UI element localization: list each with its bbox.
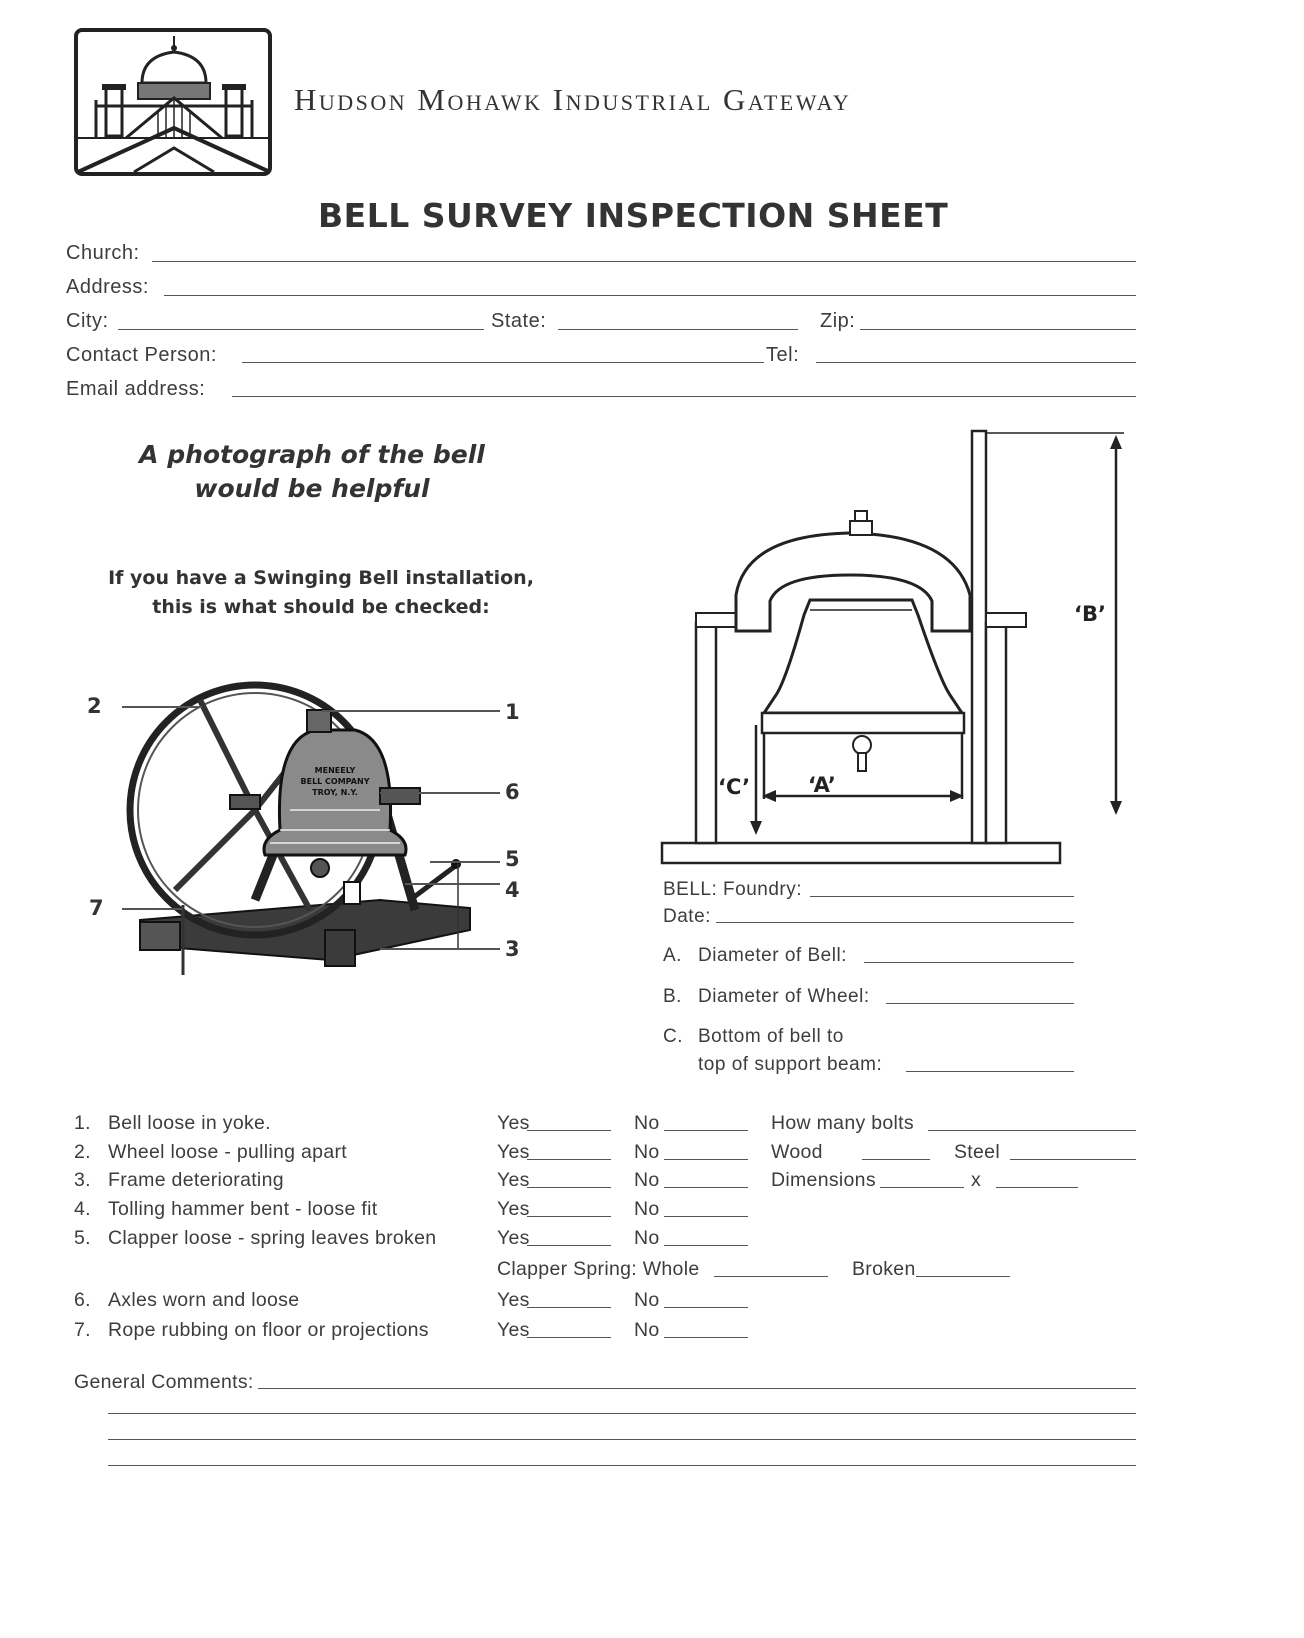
dimensions-field-2[interactable]	[996, 1187, 1078, 1188]
diameter-wheel-letter: B.	[663, 986, 682, 1007]
no-field-5[interactable]	[664, 1245, 748, 1246]
checklist-number-6: 6.	[74, 1289, 91, 1311]
no-label-6: No	[634, 1289, 660, 1311]
org-name: Hudson Mohawk Industrial Gateway	[294, 82, 852, 117]
diameter-bell-label: Diameter of Bell:	[698, 945, 847, 966]
state-label: State:	[491, 310, 547, 332]
yes-field-3[interactable]	[527, 1187, 611, 1188]
bell-text-2: BELL COMPANY	[300, 777, 370, 786]
date-field[interactable]	[716, 922, 1074, 923]
callout-line-7	[122, 908, 182, 910]
zip-label: Zip:	[820, 310, 856, 332]
clapper-broken-field[interactable]	[916, 1276, 1010, 1277]
clapper-spring-label: Clapper Spring: Whole	[497, 1258, 700, 1280]
yes-label-5: Yes	[497, 1227, 530, 1249]
callout-line-1	[322, 710, 500, 712]
yes-label-7: Yes	[497, 1319, 530, 1341]
bottom-of-bell-label-1: Bottom of bell to	[698, 1026, 844, 1047]
page-title: BELL SURVEY INSPECTION SHEET	[318, 196, 949, 235]
checklist-number-1: 1.	[74, 1112, 91, 1134]
bell-dimension-icon	[650, 425, 1130, 870]
checklist-number-7: 7.	[74, 1319, 91, 1341]
callout-2: 2	[87, 694, 102, 718]
swinging-hint-line-2: this is what should be checked:	[152, 596, 490, 618]
comments-line-1[interactable]	[258, 1388, 1136, 1389]
no-field-1[interactable]	[664, 1130, 748, 1131]
callout-1: 1	[505, 700, 520, 724]
clapper-whole-field[interactable]	[714, 1276, 828, 1277]
contact-person-label: Contact Person:	[66, 344, 217, 366]
address-label: Address:	[66, 276, 149, 298]
general-comments-label: General Comments:	[74, 1371, 254, 1393]
dimensions-label: Dimensions	[771, 1169, 876, 1191]
comments-line-3[interactable]	[108, 1439, 1136, 1440]
checklist-item-5: Clapper loose - spring leaves broken	[108, 1227, 437, 1249]
comments-line-4[interactable]	[108, 1465, 1136, 1466]
building-logo-icon	[74, 28, 272, 176]
diameter-wheel-field[interactable]	[886, 1003, 1074, 1004]
yes-field-5[interactable]	[527, 1245, 611, 1246]
zip-field[interactable]	[860, 329, 1136, 330]
email-field[interactable]	[232, 396, 1136, 397]
date-label: Date:	[663, 906, 711, 927]
how-many-bolts-field[interactable]	[928, 1130, 1136, 1131]
bell-dimension-diagram	[650, 425, 1130, 870]
city-field[interactable]	[118, 329, 484, 330]
no-field-3[interactable]	[664, 1187, 748, 1188]
no-field-4[interactable]	[664, 1216, 748, 1217]
foundry-field[interactable]	[810, 896, 1074, 897]
callout-3: 3	[505, 937, 520, 961]
bottom-of-bell-letter: C.	[663, 1026, 683, 1047]
swinging-hint	[80, 564, 562, 622]
comments-line-2[interactable]	[108, 1413, 1136, 1414]
checklist-number-4: 4.	[74, 1198, 91, 1220]
no-field-6[interactable]	[664, 1307, 748, 1308]
steel-label: Steel	[954, 1141, 1000, 1163]
checklist-item-1: Bell loose in yoke.	[108, 1112, 271, 1134]
photo-hint-line-2: would be helpful	[194, 474, 430, 503]
callout-5: 5	[505, 847, 520, 871]
checklist-item-2: Wheel loose - pulling apart	[108, 1141, 347, 1163]
checklist-number-5: 5.	[74, 1227, 91, 1249]
bottom-of-bell-field[interactable]	[906, 1071, 1074, 1072]
broken-label: Broken	[852, 1258, 916, 1280]
yes-label-3: Yes	[497, 1169, 530, 1191]
dimension-label-b: ‘B’	[1074, 602, 1106, 626]
no-field-2[interactable]	[664, 1159, 748, 1160]
tel-label: Tel:	[766, 344, 800, 366]
callout-6: 6	[505, 780, 520, 804]
email-label: Email address:	[66, 378, 206, 400]
yes-label-1: Yes	[497, 1112, 530, 1134]
no-label-4: No	[634, 1198, 660, 1220]
church-label: Church:	[66, 242, 140, 264]
dimensions-field-1[interactable]	[880, 1187, 964, 1188]
photo-hint-line-1: A photograph of the bell	[139, 440, 485, 469]
bell-text-1: MENEELY	[314, 766, 356, 775]
bottom-of-bell-label-2: top of support beam:	[698, 1054, 883, 1075]
checklist-item-6: Axles worn and loose	[108, 1289, 300, 1311]
how-many-bolts-label: How many bolts	[771, 1112, 914, 1134]
checklist-item-3: Frame deteriorating	[108, 1169, 284, 1191]
yes-label-2: Yes	[497, 1141, 530, 1163]
contact-person-field[interactable]	[242, 362, 764, 363]
no-label-2: No	[634, 1141, 660, 1163]
no-label-3: No	[634, 1169, 660, 1191]
yes-field-2[interactable]	[527, 1159, 611, 1160]
wood-label: Wood	[771, 1141, 823, 1163]
diameter-wheel-label: Diameter of Wheel:	[698, 986, 870, 1007]
swinging-hint-line-1: If you have a Swinging Bell installation,	[108, 567, 534, 589]
yes-field-7[interactable]	[527, 1337, 611, 1338]
callout-line-4	[405, 883, 500, 885]
no-label-1: No	[634, 1112, 660, 1134]
address-field[interactable]	[164, 295, 1136, 296]
checklist-number-3: 3.	[74, 1169, 91, 1191]
callout-line-3	[380, 948, 500, 950]
yes-field-6[interactable]	[527, 1307, 611, 1308]
steel-field[interactable]	[1010, 1159, 1136, 1160]
no-label-5: No	[634, 1227, 660, 1249]
yes-field-4[interactable]	[527, 1216, 611, 1217]
state-field[interactable]	[558, 329, 798, 330]
checklist-number-2: 2.	[74, 1141, 91, 1163]
no-field-7[interactable]	[664, 1337, 748, 1338]
tel-field[interactable]	[816, 362, 1136, 363]
callout-line-2	[122, 706, 202, 708]
logo	[74, 28, 272, 176]
checklist-item-7: Rope rubbing on floor or projections	[108, 1319, 429, 1341]
no-label-7: No	[634, 1319, 660, 1341]
city-label: City:	[66, 310, 109, 332]
callout-4: 4	[505, 878, 520, 902]
photo-hint	[100, 438, 524, 506]
dimension-label-c: ‘C’	[718, 775, 751, 799]
callout-7: 7	[89, 896, 104, 920]
wood-field[interactable]	[862, 1159, 930, 1160]
dimensions-x-label: x	[971, 1169, 982, 1191]
checklist-item-4: Tolling hammer bent - loose fit	[108, 1198, 378, 1220]
diameter-bell-letter: A.	[663, 945, 682, 966]
callout-line-5	[430, 861, 500, 863]
church-field[interactable]	[152, 261, 1136, 262]
foundry-label: BELL: Foundry:	[663, 879, 803, 900]
diameter-bell-field[interactable]	[864, 962, 1074, 963]
dimension-label-a: ‘A’	[808, 773, 836, 797]
callout-line-6	[380, 792, 500, 794]
yes-label-6: Yes	[497, 1289, 530, 1311]
bell-text-3: TROY, N.Y.	[312, 788, 358, 797]
yes-label-4: Yes	[497, 1198, 530, 1220]
yes-field-1[interactable]	[527, 1130, 611, 1131]
